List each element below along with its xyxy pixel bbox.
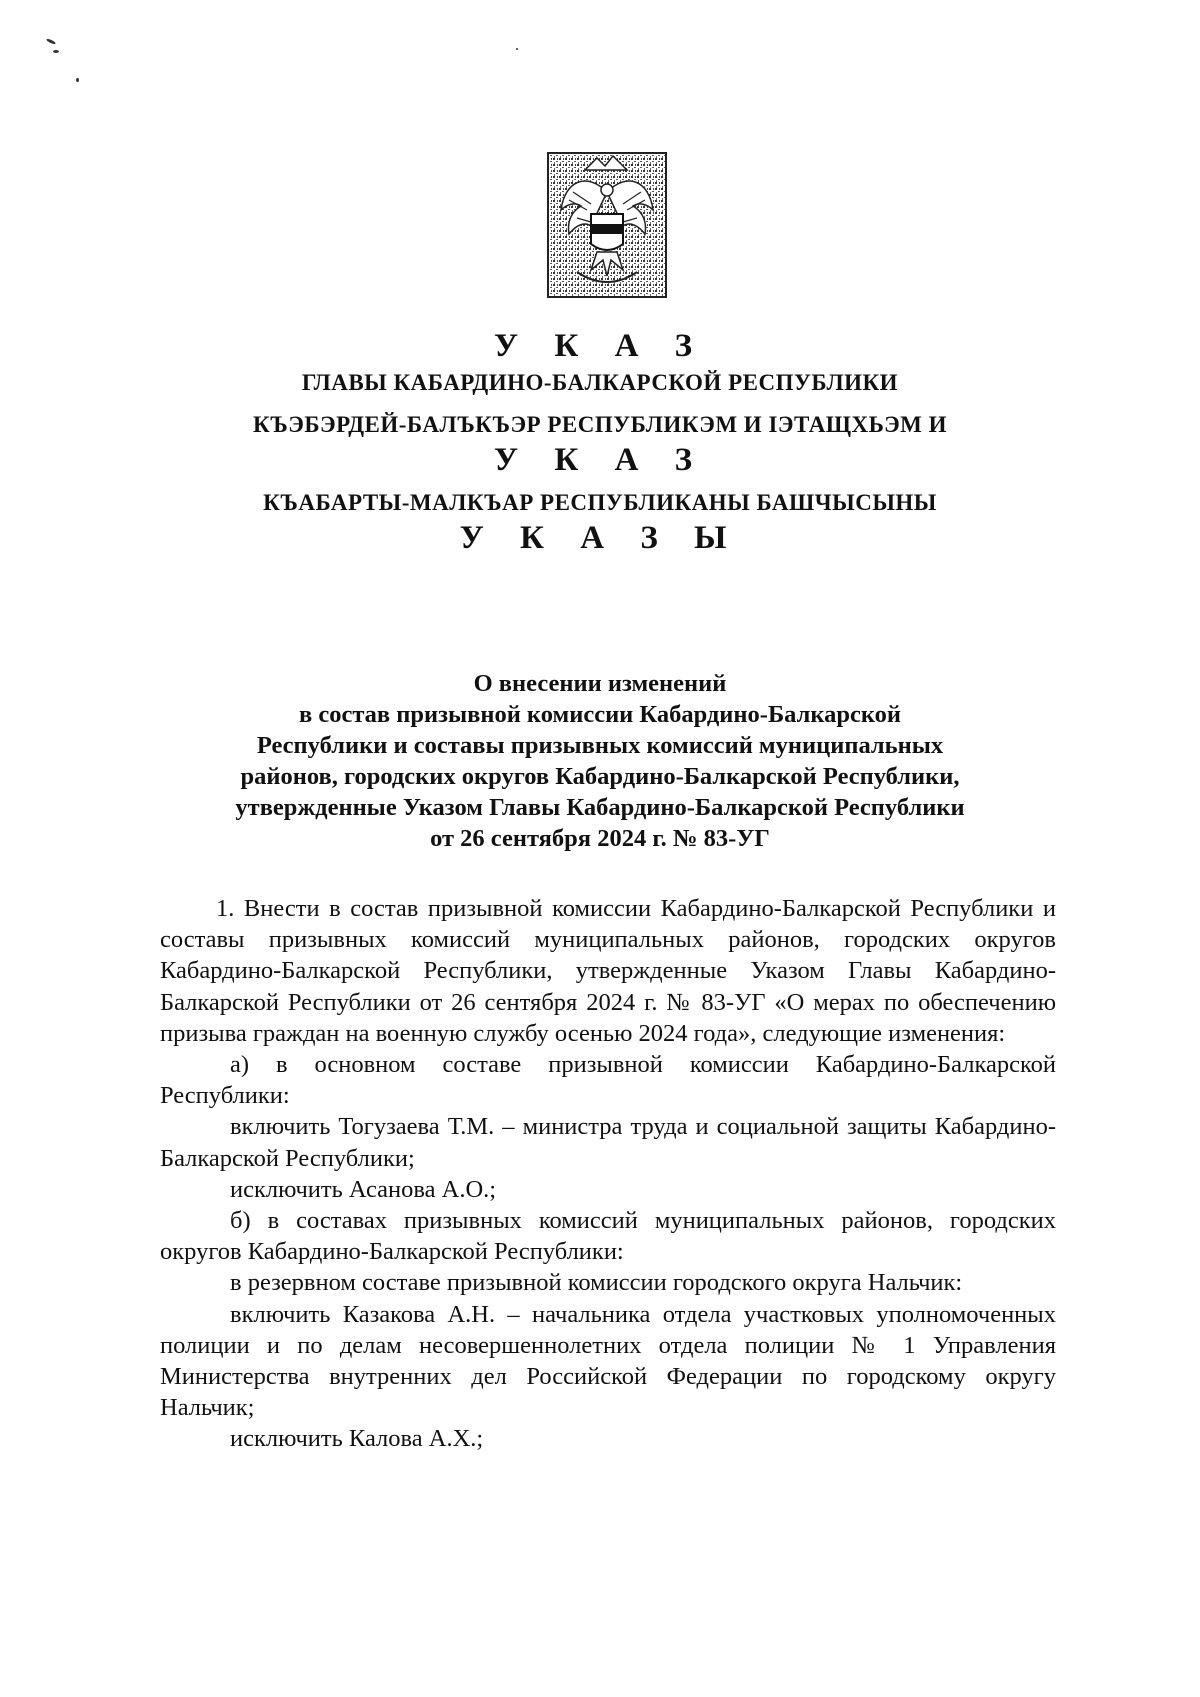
title-line: утвержденные Указом Главы Кабардино-Балкарской Республики bbox=[235, 794, 965, 821]
paragraph: включить Тогузаева Т.М. – министра труда и социальной защиты Кабардино-Балкарской Республики; bbox=[160, 1113, 1056, 1172]
scan-speck bbox=[46, 38, 56, 45]
scan-speck bbox=[53, 50, 59, 53]
paragraph: включить Казакова А.Н. – начальника отдела участковых уполномоченных полиции и по делам несовершеннолетних отдела полиции № 1 Управления Министерства внутренних дел Российской Федерации по городскому округу Нальчик; bbox=[160, 1300, 1056, 1422]
coat-of-arms-icon bbox=[547, 152, 667, 298]
decree-title bbox=[120, 668, 1080, 854]
decree-word-balkar: У К А З Ы bbox=[459, 520, 741, 556]
paragraph: исключить Калова А.Х.; bbox=[230, 1425, 484, 1453]
paragraph: исключить Асанова А.О.; bbox=[230, 1175, 497, 1203]
paragraph: 1. Внести в состав призывной комиссии Кабардино-Балкарской Республики и составы призывных комиссий муниципальных районов, городских округов Кабардино-Балкарской Республики, утвержденные Указом Главы Кабардино-Балкарской Республики от 26 сентября 2024 г. № 83-УГ «О мерах по обеспечению призыва граждан на военную службу осенью 2024 года», следующие изменения: bbox=[160, 895, 1056, 1047]
header-balkar: КЪАБАРТЫ-МАЛКЪАР РЕСПУБЛИКАНЫ БАШЧЫСЫНЫ bbox=[263, 490, 937, 515]
title-line: в состав призывной комиссии Кабардино-Балкарской bbox=[298, 701, 902, 728]
title-line: Республики и составы призывных комиссий муниципальных bbox=[256, 732, 944, 759]
decree-word-russian: У К А З bbox=[493, 328, 707, 364]
header-kabardian: КЪЭБЭРДЕЙ-БАЛЪКЪЭР РЕСПУБЛИКЭМ И ІЭТАЩХЬЭМ И bbox=[252, 412, 948, 437]
title-line: районов, городских округов Кабардино-Балкарской Республики, bbox=[240, 763, 960, 790]
paragraph: а) в основном составе призывной комиссии Кабардино-Балкарской Республики: bbox=[160, 1051, 1056, 1110]
title-line: от 26 сентября 2024 г. № 83-УГ bbox=[430, 825, 770, 852]
scan-speck bbox=[76, 78, 79, 82]
decree-body bbox=[160, 893, 1056, 1455]
decree-word-kabardian: У К А З bbox=[493, 442, 707, 478]
scan-speck bbox=[516, 48, 518, 50]
title-line: О внесении изменений bbox=[473, 670, 727, 697]
paragraph: в резервном составе призывной комиссии городского округа Нальчик: bbox=[230, 1269, 963, 1297]
paragraph: б) в составах призывных комиссий муниципальных районов, городских округов Кабардино-Балкарской Республики: bbox=[160, 1207, 1056, 1266]
header-russian: ГЛАВЫ КАБАРДИНО-БАЛКАРСКОЙ РЕСПУБЛИКИ bbox=[301, 370, 899, 395]
